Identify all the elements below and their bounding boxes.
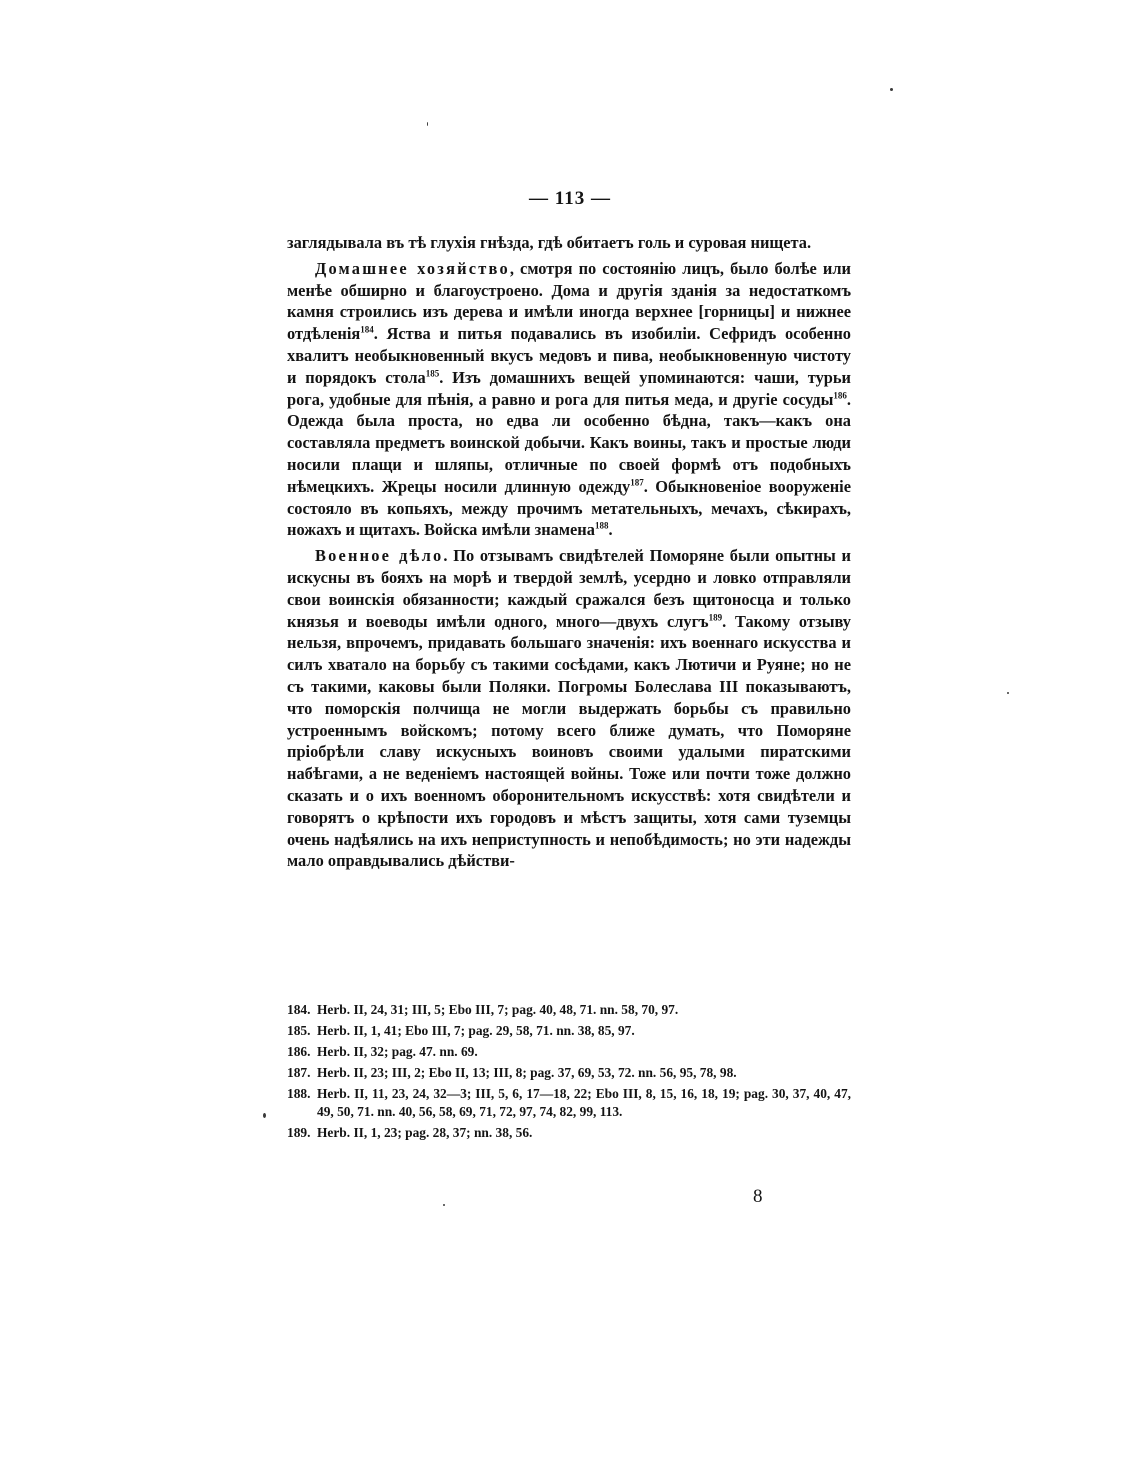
footnote-text: Herb. II, 1, 41; Ebo III, 7; pag. 29, 58, 71. nn. 38, 85, 97. <box>317 1023 635 1038</box>
paragraph-2-text-b: . Яства и питья подавались въ изобиліи. Сефридъ особенно хвалитъ необыкновенный вкусъ медовъ и пива, необыкновенную чистоту и порядокъ стола <box>287 324 851 387</box>
section-heading-military: Военное дѣло <box>315 546 444 566</box>
footnote-text: Herb. II, 32; pag. 47. nn. 69. <box>317 1044 478 1059</box>
footnote-text: Herb. II, 11, 23, 24, 32—3; III, 5, 6, 17—18, 22; Ebo III, 8, 15, 16, 18, 19; pag. 30, 37, 40, 47, 49, 50, 71. nn. 40, 56, 58, 69, 71, 72, 97, 74, 82, 99, 113. <box>317 1086 851 1119</box>
section-heading-household: Домашнее хозяйство <box>315 258 510 278</box>
footnote-ref-184: 184 <box>360 324 374 335</box>
scan-speck <box>890 88 893 91</box>
footnote-text: Herb. II, 1, 23; pag. 28, 37; nn. 38, 56. <box>317 1125 533 1140</box>
footnote-188 <box>287 1085 851 1121</box>
scan-speck <box>1007 692 1009 694</box>
footnote-number: 187. <box>287 1065 311 1080</box>
paragraph-2-text-a: , смотря по состоянію лицъ, было болѣе или менѣе обширно и благоустроено. Дома и другія зданія за недостаткомъ камня строились изъ дерева и имѣли иногда верхнее [горницы] и нижнее отдѣленія <box>287 258 851 344</box>
paragraph-3 <box>287 545 851 872</box>
paragraph-2 <box>287 258 851 541</box>
footnote-text: Herb. II, 23; III, 2; Ebo II, 13; III, 8; pag. 37, 69, 53, 72. nn. 56, 95, 78, 98. <box>317 1065 737 1080</box>
signature-mark: 8 <box>753 1186 763 1207</box>
paragraph-3-text-a: . По отзывамъ свидѣтелей Поморяне были опытны и искусны въ бояхъ на морѣ и твердой землѣ, усердно и ловко отправляли свои воинскія обязанности; каждый сражался безъ щитоносца и только князья и воеводы имѣли одного, много—двухъ слугъ <box>287 546 851 631</box>
paragraph-3-text-b: . Такому отзыву нельзя, впрочемъ, придавать большаго значенія: ихъ военнаго искусства и силъ хватало на борьбу съ такими сосѣдами, какъ Лютичи и Руяне; но не съ такими, каковы были Поляки. Погромы Болеслава III показываютъ, что поморскія полчища не могли выдержать борьбы съ правильно устроеннымъ войскомъ; потому всего ближе думать, что Поморяне пріобрѣли славу искусныхъ воиновъ своими удалыми пиратскими набѣгами, а не веденіемъ настоящей войны. Тоже или почти тоже должно сказать и о ихъ военномъ оборонительномъ искусствѣ: хотя свидѣтели и говорятъ о крѣпости ихъ городовъ и мѣстъ защиты, хотя сами туземцы очень надѣялись на ихъ неприступность и непобѣдимость; но эти надежды мало оправдывались дѣйстви- <box>287 611 851 871</box>
footnote-187 <box>287 1064 851 1082</box>
footnote-text: Herb. II, 24, 31; III, 5; Ebo III, 7; pag. 40, 48, 71. nn. 58, 70, 97. <box>317 1002 679 1017</box>
footnote-ref-188: 188 <box>594 520 609 531</box>
footnote-number: 186. <box>287 1044 311 1059</box>
footnotes <box>287 1001 851 1145</box>
scan-speck <box>427 122 428 126</box>
main-text <box>287 232 851 872</box>
page-number: — 113 — <box>529 188 611 209</box>
paragraph-2-text-f: . <box>608 520 613 540</box>
paragraph-2-text-d: . Одежда была проста, но едва ли особенно бѣдна, такъ—какъ она составляла предметъ воинской добычи. Какъ воины, такъ и простые люди носили плащи и шляпы, отличные по своей формѣ отъ подобныхъ нѣмецкихъ. Жрецы носили длинную одежду <box>287 389 851 496</box>
footnote-ref-187: 187 <box>630 477 644 488</box>
scan-speck <box>263 1113 266 1118</box>
footnote-189 <box>287 1124 851 1142</box>
footnote-ref-189: 189 <box>708 612 723 623</box>
footnote-number: 184. <box>287 1002 311 1017</box>
footnote-number: 188. <box>287 1086 311 1101</box>
footnote-number: 189. <box>287 1125 311 1140</box>
scan-speck <box>443 1204 445 1206</box>
footnote-185 <box>287 1022 851 1040</box>
paragraph-2-text-e: . Обыкновеніое вооруженіе состояло въ копьяхъ, между прочимъ метательныхъ, мечахъ, сѣкирахъ, ножахъ и щитахъ. Войска имѣли знамена <box>287 476 852 540</box>
paragraph-1: заглядывала въ тѣ глухія гнѣзда, гдѣ обитаетъ голь и суровая нищета. <box>287 233 812 252</box>
footnote-184 <box>287 1001 851 1019</box>
footnote-number: 185. <box>287 1023 311 1038</box>
footnote-ref-186: 186 <box>833 390 847 401</box>
footnote-ref-185: 185 <box>425 368 440 379</box>
paragraph-2-text-c: . Изъ домашнихъ вещей упоминаются: чаши, турьи рога, удобные для пѣнія, а равно и рога для питья меда, и другіе сосуды <box>287 367 851 409</box>
footnote-186 <box>287 1043 851 1061</box>
